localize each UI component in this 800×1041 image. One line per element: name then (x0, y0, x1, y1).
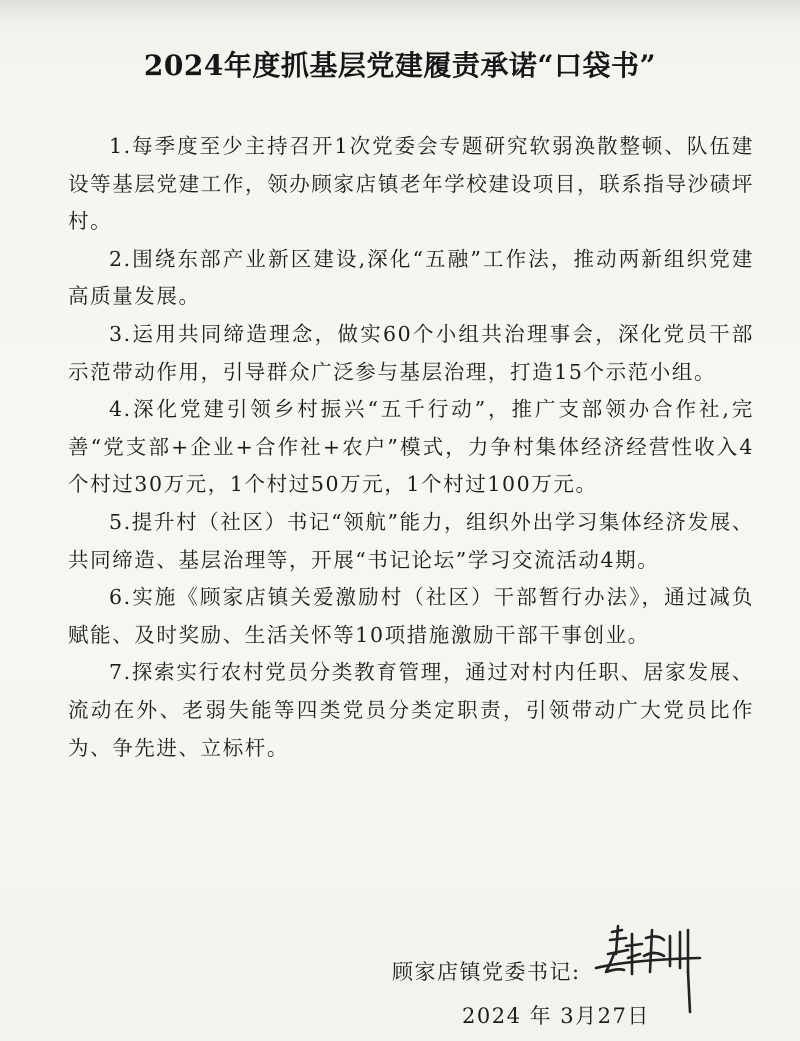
document-title: 2024年度抓基层党建履责承诺“口袋书” (143, 49, 657, 82)
commitment-item-7: 7.探索实行农村党员分类教育管理，通过对村内任职、居家发展、流动在外、老弱失能等四类党员分类定职责，引领带动广大党员比作为、争先进、立标杆。 (68, 660, 754, 760)
document-date: 2024 年 3月27日 (462, 1004, 650, 1028)
commitment-item-6: 6.实施《顾家店镇关爱激励村（社区）干部暂行办法》，通过减负赋能、及时奖励、生活关怀等10项措施激励干部干事创业。 (68, 585, 754, 647)
signature-label: 顾家店镇党委书记: (392, 960, 581, 984)
document-body (68, 128, 754, 767)
commitment-item-2: 2.围绕东部产业新区建设,深化“五融”工作法，推动两新组织党建高质量发展。 (68, 246, 754, 309)
commitment-item-3: 3.运用共同缔造理念，做实60个小组共治理事会，深化党员干部示范带动作用，引导群众广泛参与基层治理，打造15个示范小组。 (68, 321, 754, 384)
commitment-item-1: 1.每季度至少主持召开1次党委会专题研究软弱涣散整顿、队伍建设等基层党建工作，领办顾家店镇老年学校建设项目，联系指导沙碛坪村。 (68, 134, 754, 234)
commitment-item-5: 5.提升村（社区）书记“领航”能力，组织外出学习集体经济发展、共同缔造、基层治理等，开展“书记论坛”学习交流活动4期。 (68, 509, 754, 572)
commitment-item-4: 4.深化党建引领乡村振兴“五千行动”，推广支部领办合作社,完善“党支部+企业+合作社+农户”模式，力争村集体经济经营性收入4个村过30万元，1个村过50万元，1个村过100万元。 (68, 397, 754, 497)
scan-shadow (0, 0, 800, 22)
